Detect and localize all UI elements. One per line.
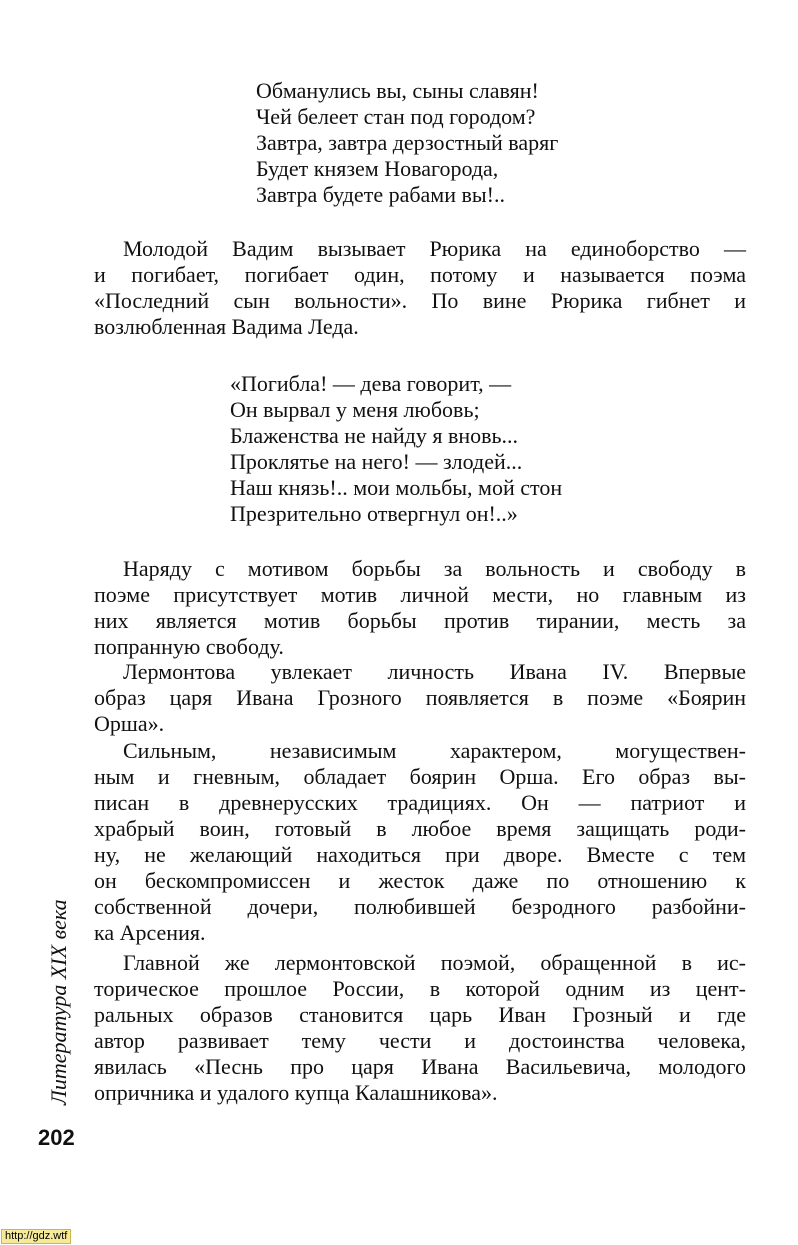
verse-line: Обманулись вы, сыны славян! [256,78,539,103]
text-line: он бескомпромиссен и жесток даже по отношению к [94,868,746,893]
paragraph-3 [94,659,746,737]
verse-line: «Погибла! — дева говорит, — [230,371,512,396]
text-line: «Последний сын вольности». По вине Рюрика гибнет и [94,288,746,313]
text-line: Наряду с мотивом борьбы за вольность и свободу в [123,556,746,581]
verse-line: Он вырвал у меня любовь; [230,397,480,422]
text-line: ральных образов становится царь Иван Грозный и где [94,1002,746,1027]
verse-line: Будет князем Новагорода, [256,156,499,181]
text-line: писан в древнерусских традициях. Он — патриот и [94,790,746,815]
page-number: 202 [38,1125,75,1150]
text-line: Главной же лермонтовской поэмой, обращенной в ис- [123,950,746,975]
text-line: явилась «Песнь про царя Ивана Васильевича, молодого [94,1054,746,1079]
text-line: храбрый воин, готовый в любое время защищать роди- [94,816,746,841]
text-line: поэме присутствует мотив личной мести, но главным из [94,582,746,607]
verse-line: Блаженства не найду я вновь... [230,423,519,448]
verse-stanza-2 [230,371,562,527]
verse-line: Завтра будете рабами вы!.. [256,182,505,207]
text-line: образ царя Ивана Грозного появляется в поэме «Боярин [94,685,746,710]
running-section-title: Литература XIX века [46,899,71,1105]
text-line: возлюбленная Вадима Леда. [94,314,359,339]
paragraph-4 [94,738,746,946]
paragraph-2 [94,556,746,660]
verse-line: Проклятье на него! — злодей... [230,449,523,474]
verse-stanza-1 [256,78,558,208]
text-line: ным и гневным, обладает боярин Орша. Его образ вы- [94,764,746,789]
text-line: попранную свободу. [94,634,284,659]
text-line: торическое прошлое России, в которой одним из цент- [94,976,746,1001]
verse-line: Наш князь!.. мои мольбы, мой стон [230,475,563,500]
text-line: Молодой Вадим вызывает Рюрика на единоборство — [123,236,746,261]
text-line: Лермонтова увлекает личность Ивана IV. Впервые [123,659,746,684]
watermark-link[interactable]: http://gdz.wtf [1,1229,71,1244]
text-line: них является мотив борьбы против тирании, месть за [94,608,746,633]
text-line: Орша». [94,711,165,736]
text-line: автор развивает тему чести и достоинства человека, [94,1028,746,1053]
verse-line: Чей белеет стан под городом? [256,104,536,129]
text-line: Сильным, независимым характером, могуществен- [123,738,746,763]
text-line: опричника и удалого купца Калашникова». [94,1080,498,1105]
text-line: собственной дочери, полюбившей безродного разбойни- [94,894,746,919]
verse-line: Презрительно отвергнул он!..» [230,501,518,526]
paragraph-5 [94,950,746,1106]
text-line: ну, не желающий находиться при дворе. Вместе с тем [94,842,746,867]
verse-line: Завтра, завтра дерзостный варяг [256,130,559,155]
text-line: ка Арсения. [94,920,206,945]
text-line: и погибает, погибает один, потому и называется поэма [94,262,746,287]
paragraph-1 [94,236,746,340]
